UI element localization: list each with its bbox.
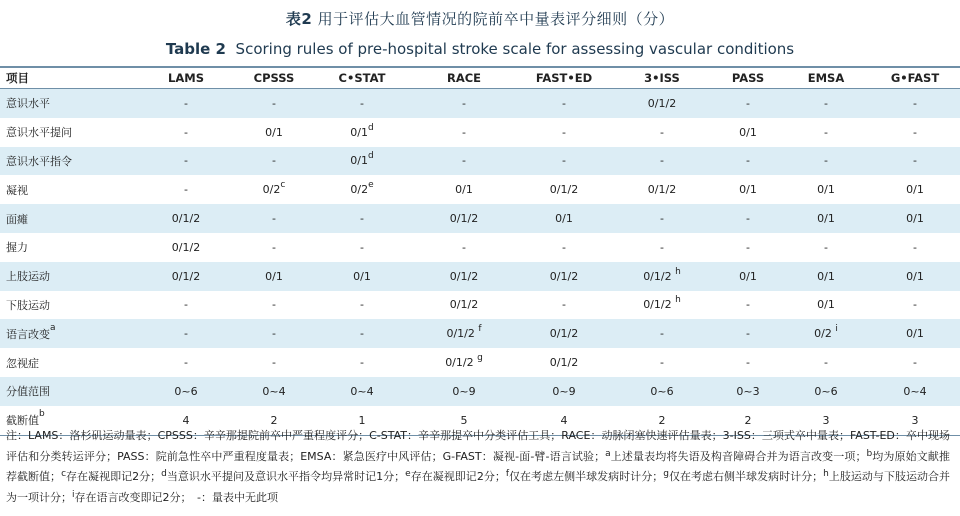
score-value: 0/1 bbox=[739, 125, 757, 139]
score-cell bbox=[314, 89, 410, 118]
score-value: - bbox=[746, 212, 750, 226]
score-value: 0/1 bbox=[817, 298, 835, 312]
score-cell bbox=[714, 262, 782, 291]
score-cell bbox=[714, 291, 782, 320]
score-value: - bbox=[660, 125, 664, 139]
score-cell bbox=[518, 377, 610, 406]
footnote-text: 存在凝视即记2分； bbox=[410, 470, 506, 483]
footnote-marker: h bbox=[675, 266, 681, 277]
table-row bbox=[0, 233, 960, 262]
footnote-text: 仅在考虑左侧半球发病时计分； bbox=[509, 470, 664, 483]
table-number-en: Table 2 bbox=[165, 40, 226, 58]
score-cell bbox=[870, 233, 960, 262]
footnote-marker: d bbox=[367, 151, 374, 162]
score-value: - bbox=[360, 327, 364, 341]
score-value: - bbox=[360, 298, 364, 312]
score-cell bbox=[782, 348, 870, 377]
table-title-english bbox=[0, 40, 960, 58]
score-cell bbox=[782, 377, 870, 406]
score-cell bbox=[234, 204, 314, 233]
score-cell bbox=[410, 89, 518, 118]
score-value: - bbox=[913, 298, 917, 312]
row-item-text: 上肢运动 bbox=[6, 270, 50, 284]
header-scale: CPSSS bbox=[234, 67, 314, 89]
footnote-marker: i bbox=[835, 324, 838, 335]
score-value: 3 bbox=[822, 413, 830, 427]
score-value: - bbox=[360, 212, 364, 226]
score-cell bbox=[518, 147, 610, 176]
score-value: - bbox=[913, 96, 917, 110]
score-value: 0/1/2 bbox=[549, 183, 579, 197]
score-value: 3 bbox=[911, 413, 919, 427]
score-cell bbox=[234, 262, 314, 291]
score-value: - bbox=[746, 327, 750, 341]
footnote-marker: f bbox=[505, 469, 510, 479]
score-cell bbox=[610, 118, 714, 147]
score-cell bbox=[410, 233, 518, 262]
table-row bbox=[0, 291, 960, 320]
score-cell bbox=[314, 204, 410, 233]
score-cell bbox=[782, 262, 870, 291]
score-value: - bbox=[272, 327, 276, 341]
score-value: - bbox=[562, 96, 566, 110]
footnote-marker: a bbox=[50, 322, 56, 333]
footnote-text: 当意识水平提问及意识水平指令均异常时记1分； bbox=[166, 470, 406, 483]
score-value: - bbox=[660, 327, 664, 341]
score-value: 0~6 bbox=[814, 384, 838, 398]
score-cell bbox=[714, 348, 782, 377]
score-value: 0/1 bbox=[817, 269, 835, 283]
score-value: - bbox=[660, 240, 664, 254]
score-value: 0/1/2 bbox=[171, 269, 201, 283]
score-value: 5 bbox=[460, 413, 468, 427]
score-cell bbox=[782, 118, 870, 147]
score-cell bbox=[138, 147, 234, 176]
score-cell bbox=[782, 319, 870, 348]
table-row bbox=[0, 118, 960, 147]
table-title-chinese bbox=[0, 8, 960, 29]
table-row bbox=[0, 175, 960, 204]
score-value: 0/1 bbox=[739, 269, 757, 283]
score-value: 0/1/2 bbox=[647, 183, 677, 197]
score-cell bbox=[314, 377, 410, 406]
row-item-label bbox=[0, 175, 138, 204]
score-cell bbox=[234, 233, 314, 262]
score-cell bbox=[138, 118, 234, 147]
score-cell bbox=[314, 147, 410, 176]
score-cell bbox=[314, 291, 410, 320]
footnote-marker: b bbox=[39, 409, 45, 420]
score-value: - bbox=[272, 154, 276, 168]
score-value: 0/1 bbox=[817, 212, 835, 226]
table-row bbox=[0, 262, 960, 291]
score-cell bbox=[610, 262, 714, 291]
score-value: 0/1/2 bbox=[643, 298, 676, 312]
score-value: - bbox=[913, 240, 917, 254]
row-item-text: 语言改变 bbox=[6, 327, 50, 341]
score-cell bbox=[518, 348, 610, 377]
score-value: 0~9 bbox=[552, 384, 576, 398]
score-value: 0/1 bbox=[555, 212, 573, 226]
score-cell bbox=[870, 118, 960, 147]
score-cell bbox=[610, 291, 714, 320]
footnote-marker: c bbox=[61, 469, 67, 479]
footnote-text: 均为原始文献推荐截断值； bbox=[6, 449, 951, 483]
score-value: 0~6 bbox=[650, 384, 674, 398]
score-value: - bbox=[184, 125, 188, 139]
footnote-marker: b bbox=[866, 448, 873, 459]
score-value: - bbox=[184, 298, 188, 312]
score-value: 2 bbox=[658, 413, 666, 427]
score-value: 0/1 bbox=[350, 125, 368, 139]
score-value: - bbox=[746, 96, 750, 110]
score-value: 0~6 bbox=[174, 384, 198, 398]
score-value: 0/1 bbox=[906, 269, 924, 283]
score-cell bbox=[314, 348, 410, 377]
score-cell bbox=[314, 233, 410, 262]
score-cell bbox=[870, 348, 960, 377]
score-cell bbox=[782, 233, 870, 262]
score-value: - bbox=[562, 298, 566, 312]
header-scale: EMSA bbox=[782, 67, 870, 89]
score-value: 0/1 bbox=[906, 183, 924, 197]
score-cell bbox=[870, 175, 960, 204]
table-row bbox=[0, 348, 960, 377]
footnote-marker: e bbox=[368, 180, 374, 191]
table-body bbox=[0, 89, 960, 436]
score-value: 0/1/2 bbox=[549, 327, 579, 341]
score-value: 0/1 bbox=[265, 125, 283, 139]
score-cell bbox=[410, 204, 518, 233]
score-cell bbox=[314, 118, 410, 147]
score-cell bbox=[518, 175, 610, 204]
footnote-marker: f bbox=[478, 324, 482, 335]
row-item-label bbox=[0, 118, 138, 147]
score-value: 0/1/2 bbox=[449, 269, 479, 283]
score-cell bbox=[610, 204, 714, 233]
score-value: 0/1/2 bbox=[647, 96, 677, 110]
score-cell bbox=[782, 147, 870, 176]
score-value: 0~3 bbox=[736, 384, 760, 398]
score-cell bbox=[714, 147, 782, 176]
score-cell bbox=[234, 89, 314, 118]
score-cell bbox=[518, 233, 610, 262]
score-cell bbox=[610, 377, 714, 406]
score-value: - bbox=[824, 154, 828, 168]
score-value: - bbox=[913, 125, 917, 139]
footnote-marker: g bbox=[477, 353, 483, 364]
score-value: 0~4 bbox=[262, 384, 286, 398]
score-value: - bbox=[360, 240, 364, 254]
score-cell bbox=[234, 291, 314, 320]
score-cell bbox=[518, 291, 610, 320]
score-value: - bbox=[272, 356, 276, 370]
score-cell bbox=[138, 204, 234, 233]
score-cell bbox=[314, 319, 410, 348]
score-cell bbox=[610, 147, 714, 176]
score-value: - bbox=[272, 298, 276, 312]
score-cell bbox=[782, 204, 870, 233]
score-value: 4 bbox=[560, 413, 568, 427]
score-value: - bbox=[746, 154, 750, 168]
score-cell bbox=[138, 291, 234, 320]
score-value: - bbox=[824, 240, 828, 254]
header-scale: FAST•ED bbox=[518, 67, 610, 89]
score-cell bbox=[870, 89, 960, 118]
score-value: 0/1/2 bbox=[445, 356, 478, 370]
score-value: 2 bbox=[744, 413, 752, 427]
score-value: 0/1 bbox=[906, 327, 924, 341]
footnote-marker: d bbox=[367, 122, 374, 133]
score-value: - bbox=[824, 125, 828, 139]
header-scale: RACE bbox=[410, 67, 518, 89]
footnote-marker: e bbox=[405, 469, 411, 479]
footnote-text: 注：LAMS：洛杉矶运动量表；CPSSS：辛辛那提院前卒中严重程度评分；C-STAT：辛辛那提卒中分类评估工具；RACE：动脉闭塞快速评估量表；3-ISS：三项式卒中量表；FAST-ED：卒中现场评估和分类转运评分；PASS：院前急性卒中严重程度量表；EMSA：紧急医疗中风评估；G-FAST：凝视-面-臂-语言试验； bbox=[6, 429, 950, 463]
score-value: 1 bbox=[358, 413, 366, 427]
score-value: - bbox=[562, 125, 566, 139]
row-item-text: 下肢运动 bbox=[6, 298, 50, 312]
score-cell bbox=[410, 377, 518, 406]
row-item-text: 握力 bbox=[6, 241, 28, 255]
row-item-label bbox=[0, 377, 138, 406]
score-value: 0/2 bbox=[262, 183, 281, 197]
score-value: - bbox=[360, 96, 364, 110]
score-value: 0/1/2 bbox=[549, 356, 579, 370]
score-cell bbox=[138, 233, 234, 262]
score-cell bbox=[870, 319, 960, 348]
row-item-label bbox=[0, 319, 138, 348]
score-value: - bbox=[562, 240, 566, 254]
score-value: - bbox=[824, 356, 828, 370]
score-value: - bbox=[272, 240, 276, 254]
score-cell bbox=[518, 89, 610, 118]
header-scale: LAMS bbox=[138, 67, 234, 89]
score-value: - bbox=[660, 212, 664, 226]
score-cell bbox=[138, 175, 234, 204]
score-value: - bbox=[462, 154, 466, 168]
header-scale: PASS bbox=[714, 67, 782, 89]
score-value: - bbox=[462, 96, 466, 110]
score-value: 0/1/2 bbox=[446, 327, 479, 341]
score-cell bbox=[782, 89, 870, 118]
score-value: 0/1/2 bbox=[171, 212, 201, 226]
score-value: - bbox=[913, 356, 917, 370]
score-cell bbox=[138, 262, 234, 291]
row-item-text: 凝视 bbox=[6, 183, 28, 197]
row-item-label bbox=[0, 147, 138, 176]
score-cell bbox=[870, 291, 960, 320]
row-item-label bbox=[0, 204, 138, 233]
row-item-label bbox=[0, 262, 138, 291]
score-value: - bbox=[562, 154, 566, 168]
header-scale: G•FAST bbox=[870, 67, 960, 89]
score-value: - bbox=[462, 125, 466, 139]
score-cell bbox=[610, 175, 714, 204]
score-value: 0~4 bbox=[903, 384, 927, 398]
score-value: 0/1 bbox=[739, 183, 757, 197]
score-cell bbox=[610, 348, 714, 377]
score-value: - bbox=[824, 96, 828, 110]
score-value: - bbox=[184, 327, 188, 341]
score-cell bbox=[610, 319, 714, 348]
footnote-text: 存在语言改变即记2分； -：量表中无此项 bbox=[74, 490, 278, 504]
score-cell bbox=[870, 147, 960, 176]
footnote-text: 仅在考虑右侧半球发病时计分； bbox=[668, 470, 824, 483]
row-item-text: 意识水平指令 bbox=[6, 154, 72, 168]
score-cell bbox=[138, 319, 234, 348]
score-value: - bbox=[272, 96, 276, 110]
header-scale: 3•ISS bbox=[610, 67, 714, 89]
score-value: 2 bbox=[270, 413, 278, 427]
score-value: - bbox=[184, 183, 188, 197]
score-value: 0/1 bbox=[265, 269, 283, 283]
row-item-label bbox=[0, 348, 138, 377]
score-cell bbox=[314, 175, 410, 204]
score-cell bbox=[138, 348, 234, 377]
footnote-marker: a bbox=[605, 448, 611, 459]
score-value: - bbox=[272, 212, 276, 226]
score-value: 0/1 bbox=[353, 269, 371, 283]
score-cell bbox=[410, 319, 518, 348]
score-cell bbox=[714, 377, 782, 406]
row-item-label bbox=[0, 233, 138, 262]
table-number-cn: 表2 bbox=[285, 10, 313, 28]
score-cell bbox=[714, 89, 782, 118]
score-cell bbox=[234, 377, 314, 406]
score-cell bbox=[410, 118, 518, 147]
score-value: - bbox=[184, 356, 188, 370]
score-cell bbox=[234, 175, 314, 204]
header-scale: C•STAT bbox=[314, 67, 410, 89]
score-cell bbox=[234, 348, 314, 377]
row-item-label bbox=[0, 89, 138, 118]
footnote-marker: c bbox=[280, 180, 286, 191]
row-item-text: 面瘫 bbox=[6, 212, 28, 226]
row-item-label bbox=[0, 291, 138, 320]
score-cell bbox=[314, 262, 410, 291]
score-cell bbox=[782, 175, 870, 204]
score-value: 0/1/2 bbox=[449, 298, 479, 312]
row-item-text: 分值范围 bbox=[6, 385, 50, 399]
footnote-text: 上肢运动与下肢运动合并为一项计分； bbox=[6, 470, 951, 504]
score-value: - bbox=[746, 356, 750, 370]
table-row bbox=[0, 319, 960, 348]
score-value: 0/1/2 bbox=[449, 212, 479, 226]
score-cell bbox=[714, 204, 782, 233]
score-cell bbox=[518, 118, 610, 147]
footnote-marker: d bbox=[161, 469, 167, 479]
score-cell bbox=[870, 377, 960, 406]
score-cell bbox=[410, 348, 518, 377]
footnote-text: 存在凝视即记2分； bbox=[66, 470, 162, 483]
score-value: - bbox=[184, 154, 188, 168]
row-item-text: 忽视症 bbox=[6, 356, 39, 370]
score-value: 0/1 bbox=[906, 212, 924, 226]
score-value: 4 bbox=[182, 413, 190, 427]
score-value: 0/2 bbox=[814, 327, 836, 341]
score-value: 0~9 bbox=[452, 384, 476, 398]
footnote-marker: h bbox=[675, 295, 681, 306]
score-value: - bbox=[660, 356, 664, 370]
score-cell bbox=[518, 262, 610, 291]
score-value: - bbox=[746, 240, 750, 254]
table-title-en-text: Scoring rules of pre-hospital stroke scale for assessing vascular conditions bbox=[235, 40, 795, 58]
score-cell bbox=[138, 377, 234, 406]
score-value: 0/1 bbox=[455, 183, 473, 197]
table-row bbox=[0, 147, 960, 176]
scoring-rules-table bbox=[0, 66, 960, 436]
score-cell bbox=[410, 262, 518, 291]
footnote-marker: h bbox=[823, 469, 829, 479]
score-cell bbox=[234, 319, 314, 348]
score-cell bbox=[410, 291, 518, 320]
score-cell bbox=[714, 118, 782, 147]
row-item-text: 意识水平提问 bbox=[6, 126, 72, 140]
table-row bbox=[0, 204, 960, 233]
score-value: 0/2 bbox=[350, 183, 369, 197]
row-item-text: 意识水平 bbox=[6, 97, 50, 111]
score-value: - bbox=[462, 240, 466, 254]
row-item-text: 截断值 bbox=[6, 414, 39, 428]
score-value: - bbox=[746, 298, 750, 312]
score-cell bbox=[714, 175, 782, 204]
score-cell bbox=[870, 204, 960, 233]
score-cell bbox=[410, 147, 518, 176]
score-cell bbox=[782, 291, 870, 320]
score-cell bbox=[518, 319, 610, 348]
score-value: 0/1/2 bbox=[171, 240, 201, 254]
table-row bbox=[0, 377, 960, 406]
score-value: - bbox=[660, 154, 664, 168]
score-cell bbox=[714, 233, 782, 262]
score-value: 0/1/2 bbox=[643, 269, 676, 283]
score-cell bbox=[234, 147, 314, 176]
table-footnote bbox=[6, 426, 950, 508]
table-header-row bbox=[0, 67, 960, 89]
footnote-text: 上述量表均将失语及构音障碍合并为语言改变一项； bbox=[610, 449, 867, 463]
header-item: 项目 bbox=[0, 67, 138, 89]
footnote-marker: g bbox=[663, 469, 669, 479]
score-value: 0/1 bbox=[817, 183, 835, 197]
score-cell bbox=[234, 118, 314, 147]
score-cell bbox=[610, 233, 714, 262]
footnote-marker: i bbox=[72, 489, 75, 500]
score-value: 0/1/2 bbox=[549, 269, 579, 283]
score-value: 0/1 bbox=[350, 154, 368, 168]
score-cell bbox=[610, 89, 714, 118]
score-cell bbox=[714, 319, 782, 348]
score-value: - bbox=[184, 96, 188, 110]
score-cell bbox=[410, 175, 518, 204]
table-row bbox=[0, 89, 960, 118]
score-value: 0~4 bbox=[350, 384, 374, 398]
score-value: - bbox=[913, 154, 917, 168]
score-cell bbox=[138, 89, 234, 118]
score-cell bbox=[518, 204, 610, 233]
score-value: - bbox=[360, 356, 364, 370]
score-cell bbox=[870, 262, 960, 291]
table-title-cn-text: 用于评估大血管情况的院前卒中量表评分细则（分） bbox=[317, 10, 675, 28]
